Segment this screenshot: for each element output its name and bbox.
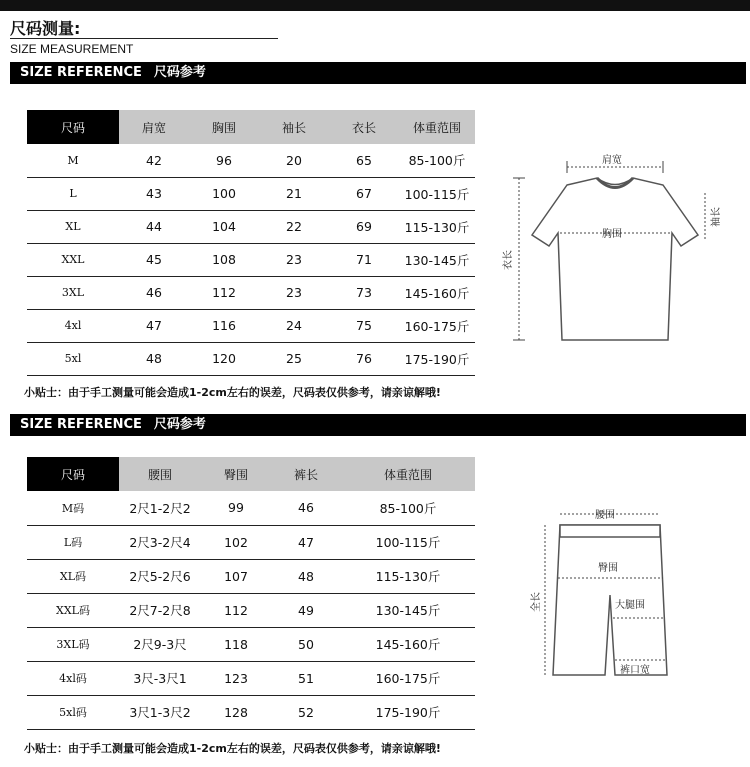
table-row — [27, 144, 475, 177]
table-row — [27, 491, 475, 525]
top-size-table — [27, 110, 475, 376]
table-row — [27, 309, 475, 342]
tshirt-outline — [532, 178, 698, 340]
size-cell: M码 — [27, 491, 119, 525]
value-cell: 99 — [201, 491, 271, 525]
value-cell: 46 — [119, 276, 189, 309]
table-header-row — [27, 457, 475, 491]
band-label-cn: 尺码参考 — [153, 417, 206, 432]
value-cell: 108 — [189, 243, 259, 276]
sleeve-label: 袖长 — [711, 207, 722, 227]
size-reference-band-bottom — [10, 414, 746, 436]
size-cell: XXL码 — [27, 593, 119, 627]
size-cell: XL码 — [27, 559, 119, 593]
value-cell: 75 — [329, 309, 399, 342]
value-cell: 160-175斤 — [341, 661, 475, 695]
value-cell: 48 — [271, 559, 341, 593]
shoulder-label: 肩宽 — [602, 155, 622, 166]
top-bar — [0, 0, 750, 11]
table-row — [27, 210, 475, 243]
value-cell: 51 — [271, 661, 341, 695]
shorts-diagram — [525, 500, 695, 690]
value-cell: 96 — [189, 144, 259, 177]
page-subtitle: SIZE MEASUREMENT — [10, 42, 134, 56]
value-cell: 175-190斤 — [399, 342, 475, 375]
value-cell: 2尺1-2尺2 — [119, 491, 201, 525]
column-header: 衣长 — [329, 110, 399, 144]
table-row — [27, 695, 475, 729]
band-label-cn: 尺码参考 — [153, 65, 206, 80]
table-row — [27, 342, 475, 375]
size-cell: XXL — [27, 243, 119, 276]
value-cell: 23 — [259, 276, 329, 309]
value-cell: 130-145斤 — [341, 593, 475, 627]
value-cell: 48 — [119, 342, 189, 375]
size-cell: 5xl码 — [27, 695, 119, 729]
shorts-outline — [553, 525, 667, 675]
value-cell: 115-130斤 — [399, 210, 475, 243]
value-cell: 52 — [271, 695, 341, 729]
table-row — [27, 525, 475, 559]
value-cell: 2尺5-2尺6 — [119, 559, 201, 593]
value-cell: 25 — [259, 342, 329, 375]
value-cell: 23 — [259, 243, 329, 276]
value-cell: 115-130斤 — [341, 559, 475, 593]
value-cell: 175-190斤 — [341, 695, 475, 729]
value-cell: 42 — [119, 144, 189, 177]
value-cell: 3尺1-3尺2 — [119, 695, 201, 729]
full-length-label: 全长 — [531, 592, 542, 612]
table-row — [27, 661, 475, 695]
value-cell: 128 — [201, 695, 271, 729]
value-cell: 65 — [329, 144, 399, 177]
value-cell: 2尺7-2尺8 — [119, 593, 201, 627]
value-cell: 116 — [189, 309, 259, 342]
column-header: 体重范围 — [341, 457, 475, 491]
value-cell: 45 — [119, 243, 189, 276]
size-reference-band-top — [10, 62, 746, 84]
value-cell: 20 — [259, 144, 329, 177]
waist-label: 腰围 — [595, 510, 615, 521]
hem-label: 裤口宽 — [620, 665, 650, 676]
value-cell: 130-145斤 — [399, 243, 475, 276]
size-cell: 4xl码 — [27, 661, 119, 695]
value-cell: 100-115斤 — [341, 525, 475, 559]
value-cell: 43 — [119, 177, 189, 210]
value-cell: 85-100斤 — [341, 491, 475, 525]
table-row — [27, 593, 475, 627]
value-cell: 73 — [329, 276, 399, 309]
value-cell: 145-160斤 — [399, 276, 475, 309]
size-cell: L — [27, 177, 119, 210]
band-label-en: SIZE REFERENCE — [20, 65, 142, 80]
value-cell: 104 — [189, 210, 259, 243]
column-header: 尺码 — [27, 457, 119, 491]
value-cell: 24 — [259, 309, 329, 342]
size-cell: XL — [27, 210, 119, 243]
value-cell: 100-115斤 — [399, 177, 475, 210]
value-cell: 100 — [189, 177, 259, 210]
value-cell: 107 — [201, 559, 271, 593]
size-cell: 5xl — [27, 342, 119, 375]
value-cell: 2尺3-2尺4 — [119, 525, 201, 559]
value-cell: 21 — [259, 177, 329, 210]
table-row — [27, 627, 475, 661]
value-cell: 47 — [119, 309, 189, 342]
size-cell: 3XL码 — [27, 627, 119, 661]
size-cell: L码 — [27, 525, 119, 559]
page-title: 尺码测量: — [10, 19, 81, 38]
column-header: 尺码 — [27, 110, 119, 144]
value-cell: 67 — [329, 177, 399, 210]
hip-label: 臀围 — [598, 563, 618, 574]
table-header-row — [27, 110, 475, 144]
value-cell: 160-175斤 — [399, 309, 475, 342]
column-header: 胸围 — [189, 110, 259, 144]
value-cell: 123 — [201, 661, 271, 695]
value-cell: 71 — [329, 243, 399, 276]
column-header: 体重范围 — [399, 110, 475, 144]
table-row — [27, 276, 475, 309]
value-cell: 112 — [201, 593, 271, 627]
value-cell: 145-160斤 — [341, 627, 475, 661]
tshirt-diagram — [505, 145, 730, 350]
value-cell: 44 — [119, 210, 189, 243]
table-row — [27, 243, 475, 276]
band-label-en: SIZE REFERENCE — [20, 417, 142, 432]
value-cell: 85-100斤 — [399, 144, 475, 177]
value-cell: 3尺-3尺1 — [119, 661, 201, 695]
table-row — [27, 559, 475, 593]
table-row — [27, 177, 475, 210]
measurement-tip-bottom: 小贴士：由于手工测量可能会造成1-2cm左右的误差，尺码表仅供参考，请亲谅解哦! — [24, 742, 441, 755]
column-header: 腰围 — [119, 457, 201, 491]
value-cell: 47 — [271, 525, 341, 559]
value-cell: 46 — [271, 491, 341, 525]
title-underline — [10, 38, 278, 39]
thigh-label: 大腿围 — [615, 600, 645, 611]
size-cell: 4xl — [27, 309, 119, 342]
value-cell: 112 — [189, 276, 259, 309]
value-cell: 49 — [271, 593, 341, 627]
value-cell: 69 — [329, 210, 399, 243]
column-header: 肩宽 — [119, 110, 189, 144]
measurement-tip-top: 小贴士：由于手工测量可能会造成1-2cm左右的误差，尺码表仅供参考，请亲谅解哦! — [24, 386, 441, 399]
value-cell: 76 — [329, 342, 399, 375]
column-header: 袖长 — [259, 110, 329, 144]
size-cell: M — [27, 144, 119, 177]
value-cell: 2尺9-3尺 — [119, 627, 201, 661]
length-label: 衣长 — [503, 250, 514, 270]
column-header: 裤长 — [271, 457, 341, 491]
chest-label: 胸围 — [602, 229, 622, 240]
size-cell: 3XL — [27, 276, 119, 309]
value-cell: 50 — [271, 627, 341, 661]
column-header: 臀围 — [201, 457, 271, 491]
value-cell: 102 — [201, 525, 271, 559]
value-cell: 120 — [189, 342, 259, 375]
value-cell: 22 — [259, 210, 329, 243]
value-cell: 118 — [201, 627, 271, 661]
waistband — [560, 525, 660, 537]
bottom-size-table — [27, 457, 475, 730]
